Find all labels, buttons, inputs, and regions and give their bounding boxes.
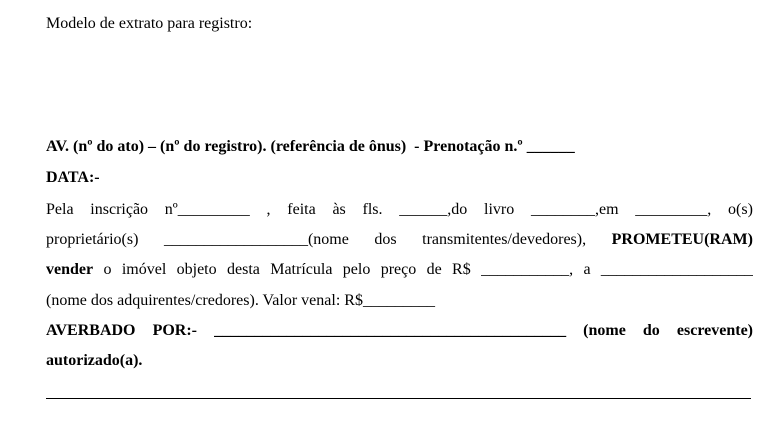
word: inscrição: [90, 201, 149, 218]
word: ,: [266, 201, 271, 218]
word: fls.: [362, 201, 383, 218]
word: de: [426, 261, 442, 278]
word: R$: [452, 261, 471, 278]
word: livro: [484, 201, 515, 218]
word: proprietário(s): [46, 231, 139, 248]
autorizado-label: autorizado(a).: [46, 352, 143, 369]
paragraph-line-2: [46, 230, 753, 250]
word: POR:-: [152, 322, 198, 339]
page-title: Modelo de extrato para registro:: [46, 15, 253, 32]
data-label: DATA:-: [46, 169, 100, 186]
word: desta: [226, 261, 260, 278]
word: transmitentes/devedores),: [422, 231, 587, 248]
paragraph-line-3: [46, 260, 753, 280]
paragraph-line-4: (nome dos adquirentes/credores). Valor venal: R$_________: [46, 292, 435, 309]
word: pelo: [342, 261, 371, 278]
word: feita: [287, 201, 316, 218]
word: do: [642, 322, 660, 339]
averbacao-header: AV. (nº do ato) – (nº do registro). (referência de ônus) - Prenotação n.º ______: [46, 138, 575, 155]
word: preço: [380, 261, 417, 278]
word: imóvel: [121, 261, 167, 278]
word: dos: [374, 231, 397, 248]
preco-blank: ___________,: [481, 261, 574, 278]
paragraph-line-1: [46, 200, 753, 220]
word: AVERBADO: [46, 322, 136, 339]
word: escrevente): [676, 322, 753, 339]
word: objeto: [176, 261, 217, 278]
averbado-por-line: [46, 321, 753, 341]
word: Pela: [46, 201, 74, 218]
signature-rule: [46, 398, 751, 399]
fls-blank: ______,do: [399, 201, 468, 218]
word: o: [103, 261, 112, 278]
livro-blank: ________,em: [530, 201, 619, 218]
em-blank: _________,: [635, 201, 712, 218]
word: Matrícula: [270, 261, 333, 278]
word: a: [583, 261, 591, 278]
proprietario-blank: __________________(nome: [163, 231, 349, 248]
word: o(s): [728, 201, 753, 218]
adquirente-blank: ___________________: [600, 261, 753, 278]
word: (nome: [583, 322, 626, 339]
escrevente-blank: ____________________________________________: [214, 322, 567, 339]
vender-label: vender: [46, 261, 94, 278]
inscricao-blank: nº_________: [164, 201, 250, 218]
word: às: [332, 201, 346, 218]
prometeu-label: PROMETEU(RAM): [611, 231, 753, 248]
